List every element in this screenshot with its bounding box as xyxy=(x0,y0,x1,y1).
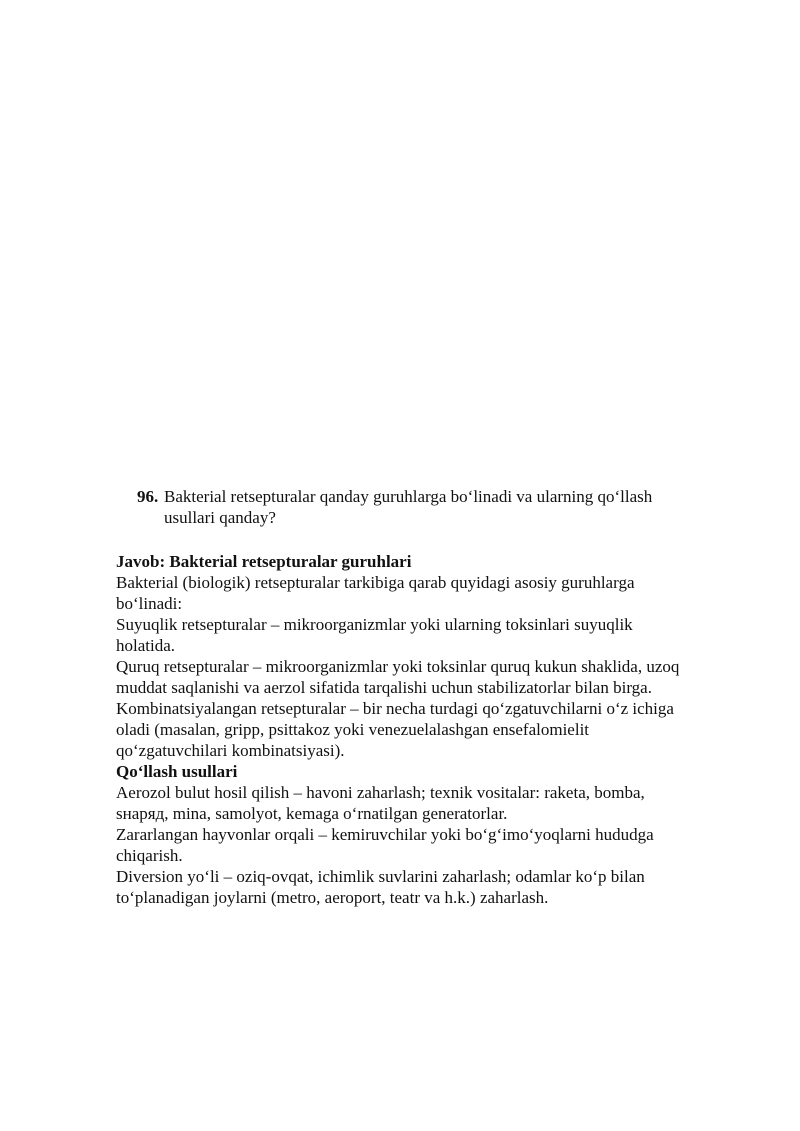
question-text: Bakterial retsepturalar qanday guruhlarga bo‘linadi va ularning qo‘llash usullari qanday? xyxy=(164,487,653,527)
method-animals: Zararlangan hayvonlar orqali – kemiruvchilar yoki bo‘g‘imo‘yoqlarni hududga chiqarish. xyxy=(116,825,654,865)
answer-section xyxy=(116,551,756,908)
answer-intro: Bakterial (biologik) retsepturalar tarkibiga qarab quyidagi asosiy guruhlarga bo‘linadi: xyxy=(116,573,635,613)
answer-heading: Javob: Bakterial retsepturalar guruhlari xyxy=(116,552,412,571)
group-combined: Kombinatsiyalangan retsepturalar – bir necha turdagi qo‘zgatuvchilarni o‘z ichiga oladi (masalan, gripp, psittakoz yoki venezuelalashgan ensefalomielit qo‘zgatuvchilari kombinatsiyasi). xyxy=(116,699,674,760)
method-aerosol: Aerozol bulut hosil qilish – havoni zaharlash; texnik vositalar: raketa, bomba, sнаряд, mina, samolyot, kemaga o‘rnatilgan generatorlar. xyxy=(116,783,645,823)
methods-heading: Qo‘llash usullari xyxy=(116,762,238,781)
method-diversion: Diversion yo‘li – oziq-ovqat, ichimlik suvlarini zaharlash; odamlar ko‘p bilan to‘planadigan joylarni (metro, aeroport, teatr va h.k.) zaharlash. xyxy=(116,867,645,907)
group-liquid: Suyuqlik retsepturalar – mikroorganizmlar yoki ularning toksinlari suyuqlik holatida. xyxy=(116,615,633,655)
question-number: 96. xyxy=(137,487,159,506)
question-item xyxy=(137,486,757,528)
group-dry: Quruq retsepturalar – mikroorganizmlar yoki toksinlar quruq kukun shaklida, uzoq muddat saqlanishi va aerzol sifatida tarqalishi uchun stabilizatorlar bilan birga. xyxy=(116,657,680,697)
